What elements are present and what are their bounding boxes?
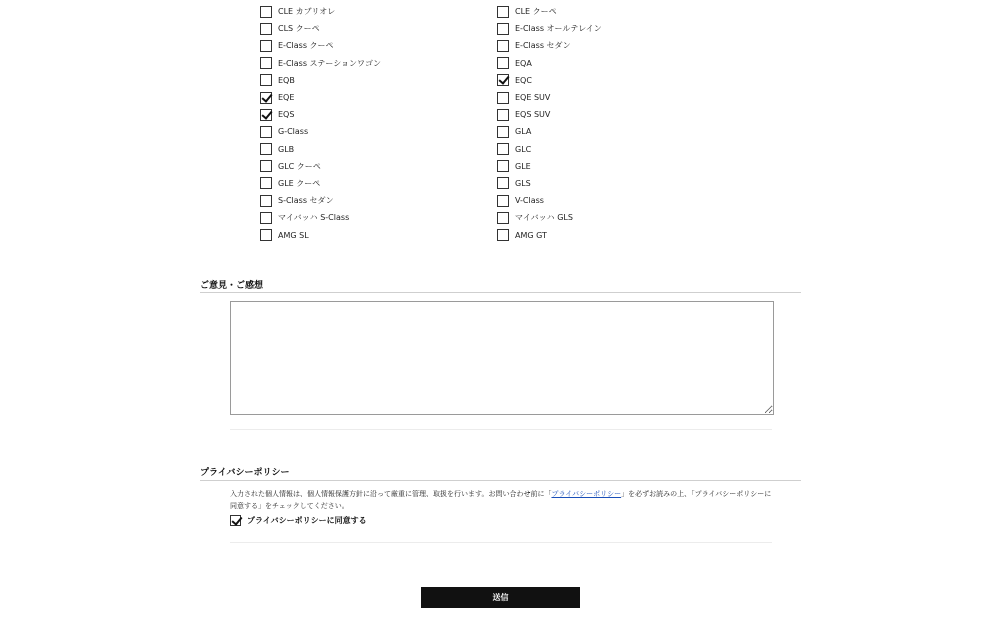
model-checkbox-label: CLS クーペ bbox=[278, 24, 320, 34]
privacy-bottom-divider bbox=[230, 542, 772, 543]
model-checkbox-item[interactable] bbox=[260, 3, 381, 20]
model-checkbox-label: V-Class bbox=[515, 196, 544, 206]
model-checkbox[interactable] bbox=[497, 126, 509, 138]
model-checkbox[interactable] bbox=[260, 40, 272, 52]
model-checkbox-item[interactable] bbox=[497, 123, 602, 140]
model-checkbox[interactable] bbox=[260, 74, 272, 86]
model-checkbox-label: E-Class セダン bbox=[515, 41, 571, 51]
model-checkbox[interactable] bbox=[497, 40, 509, 52]
model-checkbox[interactable] bbox=[260, 229, 272, 241]
model-checkbox[interactable] bbox=[260, 126, 272, 138]
privacy-divider bbox=[200, 480, 801, 481]
model-checkbox-item[interactable] bbox=[497, 3, 602, 20]
model-checkbox-item[interactable] bbox=[497, 72, 602, 89]
model-checkbox-label: マイバッハ GLS bbox=[515, 213, 573, 223]
model-checkbox[interactable] bbox=[497, 109, 509, 121]
privacy-heading: プライバシーポリシー bbox=[200, 468, 290, 478]
model-checkbox[interactable] bbox=[497, 195, 509, 207]
model-checkbox[interactable] bbox=[260, 195, 272, 207]
model-checkbox-label: CLE クーペ bbox=[515, 7, 557, 17]
model-checkbox-label: EQE bbox=[278, 93, 295, 103]
model-checkbox-item[interactable] bbox=[497, 89, 602, 106]
model-checkbox-label: E-Class オールテレイン bbox=[515, 24, 602, 34]
model-checkbox-label: マイバッハ S-Class bbox=[278, 213, 350, 223]
model-checkbox-item[interactable] bbox=[260, 175, 381, 192]
model-checkbox-item[interactable] bbox=[497, 20, 602, 37]
privacy-notice-text-after: 」を必ずお読みの上、「プライバシーポリシーに同意する」をチェックしてください。 bbox=[230, 490, 772, 510]
model-checkbox-label: EQC bbox=[515, 75, 532, 85]
comments-textarea[interactable] bbox=[230, 301, 774, 415]
model-checkbox-item[interactable] bbox=[497, 192, 602, 209]
model-checkbox[interactable] bbox=[260, 160, 272, 172]
comments-divider bbox=[200, 292, 801, 293]
model-checkbox-label: EQE SUV bbox=[515, 93, 551, 103]
privacy-notice bbox=[230, 488, 772, 512]
model-checkbox-label: GLC bbox=[515, 144, 532, 154]
model-checkbox[interactable] bbox=[260, 212, 272, 224]
model-checkbox-label: S-Class セダン bbox=[278, 196, 334, 206]
model-checkbox[interactable] bbox=[260, 177, 272, 189]
privacy-agree-checkbox[interactable] bbox=[230, 515, 367, 526]
model-checkbox-item[interactable] bbox=[260, 209, 381, 226]
model-checkbox-item[interactable] bbox=[260, 192, 381, 209]
model-checkbox-item[interactable] bbox=[260, 123, 381, 140]
model-column-right bbox=[497, 3, 602, 244]
model-checkbox-item[interactable] bbox=[260, 37, 381, 54]
model-checkbox[interactable] bbox=[260, 92, 272, 104]
model-checkbox-label: EQB bbox=[278, 75, 295, 85]
model-checkbox-label: EQS bbox=[278, 110, 295, 120]
model-checkbox[interactable] bbox=[497, 177, 509, 189]
model-checkbox[interactable] bbox=[497, 57, 509, 69]
model-checkbox-label: AMG GT bbox=[515, 230, 547, 240]
model-checkbox-label: EQS SUV bbox=[515, 110, 551, 120]
model-checkbox[interactable] bbox=[497, 212, 509, 224]
model-checkbox-grid bbox=[0, 0, 1000, 250]
privacy-agree-checkbox-box[interactable] bbox=[230, 515, 241, 526]
model-checkbox-item[interactable] bbox=[497, 55, 602, 72]
model-checkbox-label: E-Class クーペ bbox=[278, 41, 334, 51]
submit-button[interactable]: 送信 bbox=[421, 587, 580, 608]
model-column-left bbox=[260, 3, 381, 244]
model-checkbox-item[interactable] bbox=[260, 226, 381, 243]
comments-bottom-divider bbox=[230, 429, 772, 430]
privacy-notice-text-before: 入力された個人情報は、個人情報保護方針に沿って厳重に管理、取扱を行います。お問い合わせ前に「 bbox=[230, 490, 552, 498]
model-checkbox-label: GLE bbox=[515, 161, 531, 171]
model-checkbox-label: E-Class ステーションワゴン bbox=[278, 58, 382, 68]
model-checkbox-item[interactable] bbox=[260, 89, 381, 106]
model-checkbox-item[interactable] bbox=[497, 175, 602, 192]
model-checkbox-item[interactable] bbox=[260, 106, 381, 123]
comments-heading: ご意見・ご感想 bbox=[200, 281, 264, 291]
model-checkbox[interactable] bbox=[260, 109, 272, 121]
model-checkbox-label: EQA bbox=[515, 58, 532, 68]
model-checkbox-label: G-Class bbox=[278, 127, 309, 137]
model-checkbox[interactable] bbox=[497, 143, 509, 155]
model-checkbox[interactable] bbox=[497, 92, 509, 104]
model-checkbox-label: GLS bbox=[515, 178, 531, 188]
model-checkbox[interactable] bbox=[260, 6, 272, 18]
model-checkbox-item[interactable] bbox=[497, 106, 602, 123]
model-checkbox-item[interactable] bbox=[260, 158, 381, 175]
model-checkbox[interactable] bbox=[260, 143, 272, 155]
model-checkbox-item[interactable] bbox=[497, 209, 602, 226]
model-checkbox[interactable] bbox=[497, 23, 509, 35]
model-checkbox-label: GLC クーペ bbox=[278, 161, 321, 171]
model-checkbox[interactable] bbox=[260, 23, 272, 35]
privacy-policy-link[interactable]: プライバシーポリシー bbox=[551, 490, 622, 498]
model-checkbox-item[interactable] bbox=[497, 141, 602, 158]
model-checkbox-item[interactable] bbox=[497, 37, 602, 54]
model-checkbox-label: AMG SL bbox=[278, 230, 309, 240]
model-checkbox[interactable] bbox=[497, 6, 509, 18]
model-checkbox-item[interactable] bbox=[497, 158, 602, 175]
model-checkbox[interactable] bbox=[260, 57, 272, 69]
model-checkbox-item[interactable] bbox=[497, 226, 602, 243]
model-checkbox[interactable] bbox=[497, 160, 509, 172]
model-checkbox-label: GLE クーペ bbox=[278, 178, 321, 188]
model-checkbox-item[interactable] bbox=[260, 20, 381, 37]
model-checkbox-label: GLB bbox=[278, 144, 295, 154]
model-checkbox[interactable] bbox=[497, 74, 509, 86]
model-checkbox-label: GLA bbox=[515, 127, 532, 137]
model-checkbox[interactable] bbox=[497, 229, 509, 241]
model-checkbox-item[interactable] bbox=[260, 141, 381, 158]
model-checkbox-label: CLE カブリオレ bbox=[278, 7, 336, 17]
privacy-agree-label: プライバシーポリシーに同意する bbox=[247, 516, 367, 525]
model-checkbox-item[interactable] bbox=[260, 55, 381, 72]
model-checkbox-item[interactable] bbox=[260, 72, 381, 89]
